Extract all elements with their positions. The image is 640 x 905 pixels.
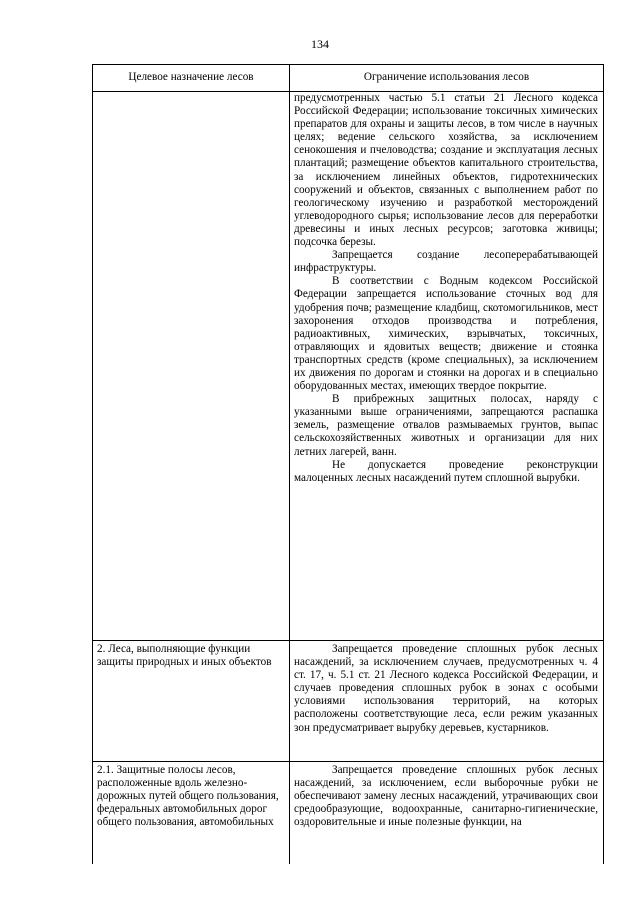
restriction-paragraph: Не допускается проведение реконструкции малоценных лесных насаждений путем сплошной вырубки. [294,458,598,484]
table-header-row [93,65,604,92]
header-purpose: Целевое назначение лесов [93,65,290,92]
row-category [93,92,290,641]
table-row [93,641,604,762]
restriction-paragraph: предусмотренных частью 5.1 статьи 21 Лесного кодекса Российской Федерации; использование токсичных химических препаратов для охраны и защиты лесов, в том числе в научных целях; ведение сельского хозяйства, за исключением сенокошения и пчеловодства; создание и эксплуатация лесных плантаций; размещение объектов капитального строительства, за исключением линейных объектов, гидротехнических сооружений и объектов, связанных с выполнением работ по геологическому изучению и разработкой месторождений углеводородного сырья; использование лесов для переработки древесины и иных лесных ресурсов; заготовка живицы; подсочка березы. [294,92,598,249]
table-row [93,92,604,641]
restriction-paragraph: Запрещается проведение сплошных рубок лесных насаждений, за исключением, если выборочные рубки не обеспечивают замену лесных насаждений, утрачивающих свои средообразующие, водоохранные, санитарно-гигиенические, оздоровительные и иные полезные функции, на [294,764,598,829]
row-restrictions [290,762,604,865]
restriction-paragraph: В соответствии с Водным кодексом Российской Федерации запрещается использование сточных вод для удобрения почв; размещение кладбищ, скотомогильников, мест захоронения отходов производства и потребления, радиоактивных, химических, взрывчатых, токсичных, отравляющих и ядовитых веществ; движение и стоянка транспортных средств (кроме специальных), за исключением их движения по дорогам и стоянки на дорогах и в специально оборудованных местах, имеющих твердое покрытие. [294,275,598,393]
header-restrictions: Ограничение использования лесов [290,65,604,92]
restriction-paragraph: В прибрежных защитных полосах, наряду с указанными выше ограничениями, запрещаются распашка земель, размещение отвалов размываемых грунтов, выпас сельскохозяйственных животных и организации для них летних лагерей, ванн. [294,393,598,458]
page-number: 134 [311,37,329,51]
row-category: 2. Леса, выполняющие функции защиты природных и иных объектов [93,641,290,762]
forest-restrictions-table [92,64,604,864]
restriction-paragraph: Запрещается проведение сплошных рубок лесных насаждений, за исключением случаев, предусмотренных ч. 4 ст. 17, ч. 5.1 ст. 21 Лесного кодекса Российской Федерации, и случаев проведения сплошных рубок в зонах с особыми условиями использования территорий, на которых расположены соответствующие леса, если режим указанных зон предусматривает вырубку деревьев, кустарников. [294,643,598,734]
row-restrictions [290,641,604,762]
row-restrictions [290,92,604,641]
restriction-paragraph: Запрещается создание лесоперерабатывающей инфраструктуры. [294,249,598,275]
table-row [93,762,604,865]
row-category: 2.1. Защитные полосы лесов, расположенные вдоль железно-дорожных путей общего пользования, федеральных автомобильных дорог общего пользования, автомобильных [93,762,290,865]
